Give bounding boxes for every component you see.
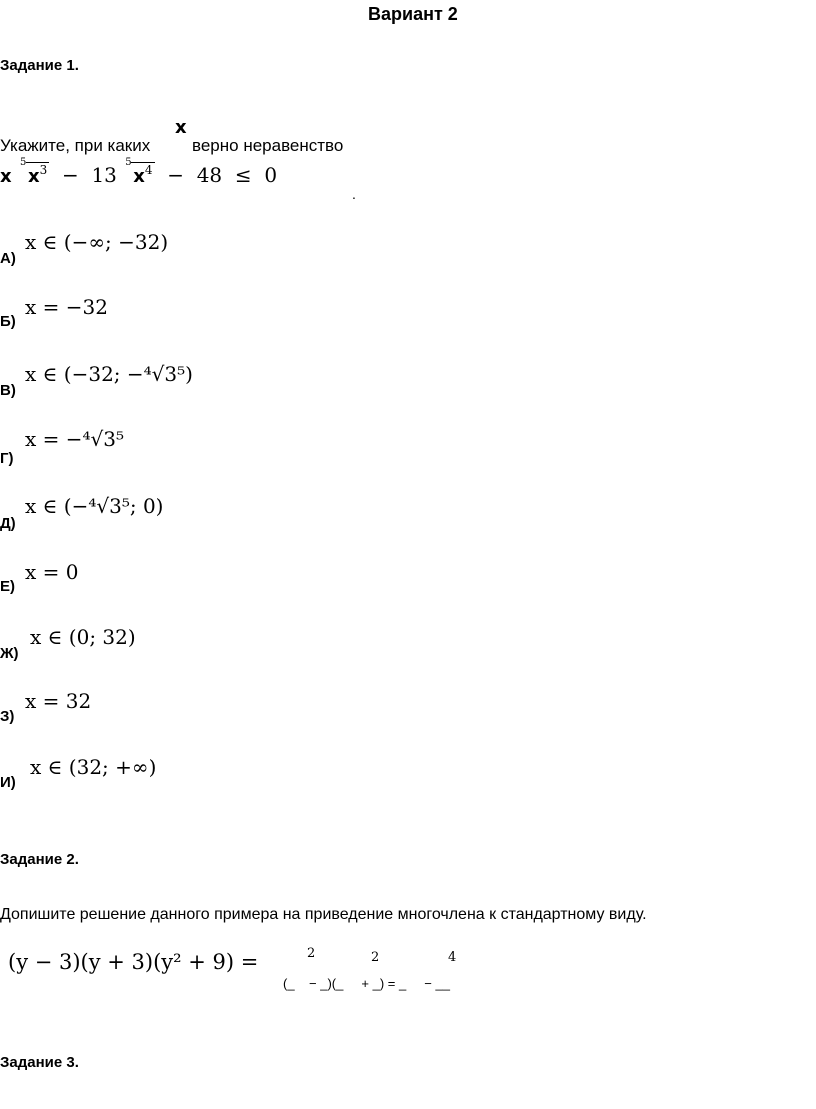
task2-exponent-1: 2 — [307, 946, 316, 961]
option-label-b: Б) — [0, 313, 16, 330]
option-label-z: З) — [0, 708, 15, 725]
option-expr-a: x ∈ (−∞; −32) — [25, 230, 169, 254]
page-title: Вариант 2 — [368, 4, 458, 24]
option-expr-v: x ∈ (−32; −⁴√3⁵) — [25, 362, 193, 386]
option-expr-zh: x ∈ (0; 32) — [30, 625, 136, 649]
task1-heading: Задание 1. — [0, 57, 79, 74]
task1-prompt-variable: x — [175, 117, 187, 138]
option-label-g: Г) — [0, 450, 14, 467]
option-label-a: А) — [0, 250, 16, 267]
option-label-i: И) — [0, 774, 16, 791]
option-expr-z: x = 32 — [25, 689, 92, 713]
task3-heading: Задание 3. — [0, 1054, 79, 1071]
task1-dot: . — [352, 186, 356, 202]
task2-exponent-3: 4 — [448, 950, 457, 965]
option-expr-i: x ∈ (32; +∞) — [30, 755, 157, 779]
option-expr-b: x = −32 — [25, 295, 108, 319]
task2-answer-line: (_ − _)(_ + _) = _ − __ — [283, 976, 450, 991]
task1-prompt-start: Укажите, при каких — [0, 136, 151, 155]
task1-inequality: x 5 $x^3 - 13$ 5 $x^4 - 48 \le 0$ — [0, 157, 278, 187]
task2-lhs: (y − 3)(y + 3)(y² + 9) = — [8, 950, 259, 974]
option-expr-e: x = 0 — [25, 560, 79, 584]
option-label-v: В) — [0, 382, 16, 399]
option-expr-d: x ∈ (−⁴√3⁵; 0) — [25, 494, 164, 518]
task2-heading: Задание 2. — [0, 851, 79, 868]
option-label-zh: Ж) — [0, 645, 19, 662]
task1-prompt-end: верно неравенство — [192, 136, 344, 155]
option-label-e: Е) — [0, 578, 15, 595]
task2-prompt: Допишите решение данного примера на приведение многочлена к стандартному виду. — [0, 906, 647, 923]
option-label-d: Д) — [0, 515, 16, 532]
option-expr-g: x = −⁴√3⁵ — [25, 427, 125, 451]
task2-exponent-2: 2 — [371, 950, 380, 965]
